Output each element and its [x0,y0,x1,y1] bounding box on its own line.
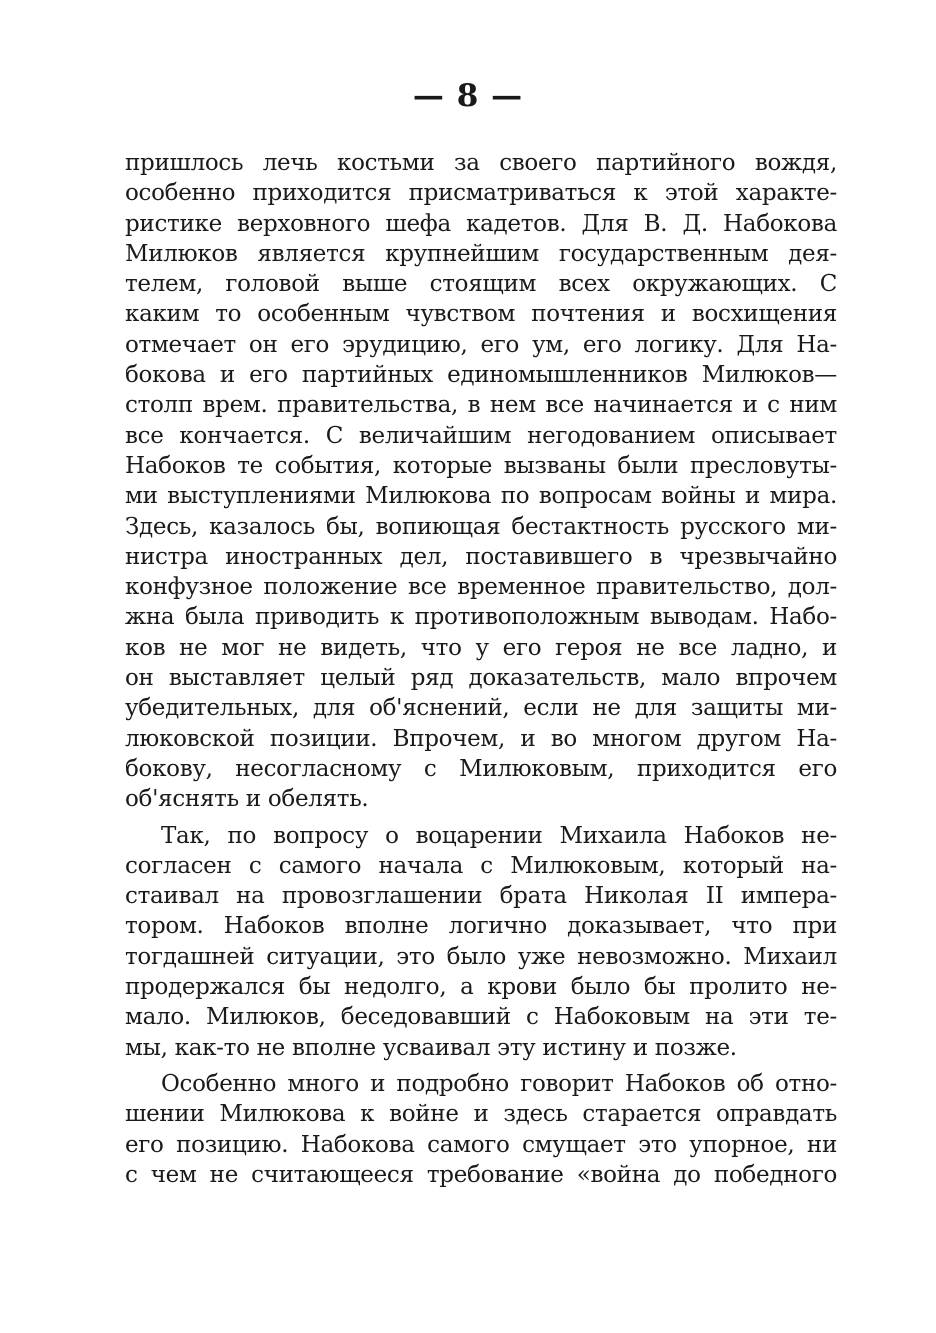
text-line: мы, как-то не вполне усваивал эту истину и позже. [125,1034,737,1061]
text-line: Милюков является крупнейшим государственным дея- [125,240,837,267]
text-line: каким то особенным чувством почтения и восхищения [125,301,837,328]
text-line: конфузное положение все временное правительство, дол- [125,574,837,601]
paragraph-2 [125,821,837,1063]
text-line: нистра иностранных дел, поставившего в чрезвычайно [125,543,837,570]
text-line: пришлось лечь костьми за своего партийного вождя, [125,150,837,176]
text-line: телем, головой выше стоящим всех окружающих. С [125,271,837,298]
text-line: его позицию. Набокова самого смущает это упорное, ни [125,1131,837,1158]
text-line: шении Милюкова к войне и здесь старается оправдать [125,1101,837,1128]
body-text [125,148,837,1190]
text-line: столп врем. правительства, в нем все начинается и с ним [125,392,837,419]
text-line: об'яснять и обелять. [125,786,369,813]
text-line: люковской позиции. Впрочем, и во многом другом На- [125,725,837,752]
paragraph-1 [125,148,837,815]
text-line: тогдашней ситуации, это было уже невозможно. Михаил [125,943,837,970]
text-line: все кончается. С величайшим негодованием описывает [125,422,837,449]
text-line: бокову, несогласному с Милюковым, приходится его [125,755,837,782]
paragraph-3 [125,1069,837,1190]
text-line: Особенно много и подробно говорит Набоков об отно- [161,1070,837,1097]
text-line: продержался бы недолго, а крови было бы пролито не- [125,974,837,1001]
text-line: убедительных, для об'яснений, если не для защиты ми- [125,695,837,722]
text-line: особенно приходится присматриваться к этой характе- [125,180,837,207]
text-line: ристике верховного шефа кадетов. Для В. Д. Набокова [125,210,837,237]
text-line: жна была приводить к противоположным выводам. Набо- [125,604,837,631]
text-line: Так, по вопросу о воцарении Михаила Набоков не- [161,822,837,849]
text-line: стаивал на провозглашении брата Николая II импера- [125,883,837,910]
text-line: ми выступлениями Милюкова по вопросам войны и мира. [125,483,837,510]
text-line: Набоков те события, которые вызваны были пресловуты- [125,452,837,479]
text-line: он выставляет целый ряд доказательств, мало впрочем [125,665,837,692]
text-line: бокова и его партийных единомышленников Милюков— [125,362,837,389]
page-number: — 8 — [412,78,524,114]
text-line: тором. Набоков вполне логично доказывает, что при [125,913,837,940]
text-line: с чем не считающееся требование «война до победного [125,1161,837,1188]
text-line: согласен с самого начала с Милюковым, который на- [125,852,837,879]
text-line: ков не мог не видеть, что у его героя не все ладно, и [125,634,837,661]
text-line: Здесь, казалось бы, вопиющая бестактность русского ми- [125,513,837,540]
text-line: мало. Милюков, беседовавший с Набоковым на эти те- [125,1004,837,1031]
text-line: отмечает он его эрудицию, его ум, его логику. Для На- [125,331,837,358]
